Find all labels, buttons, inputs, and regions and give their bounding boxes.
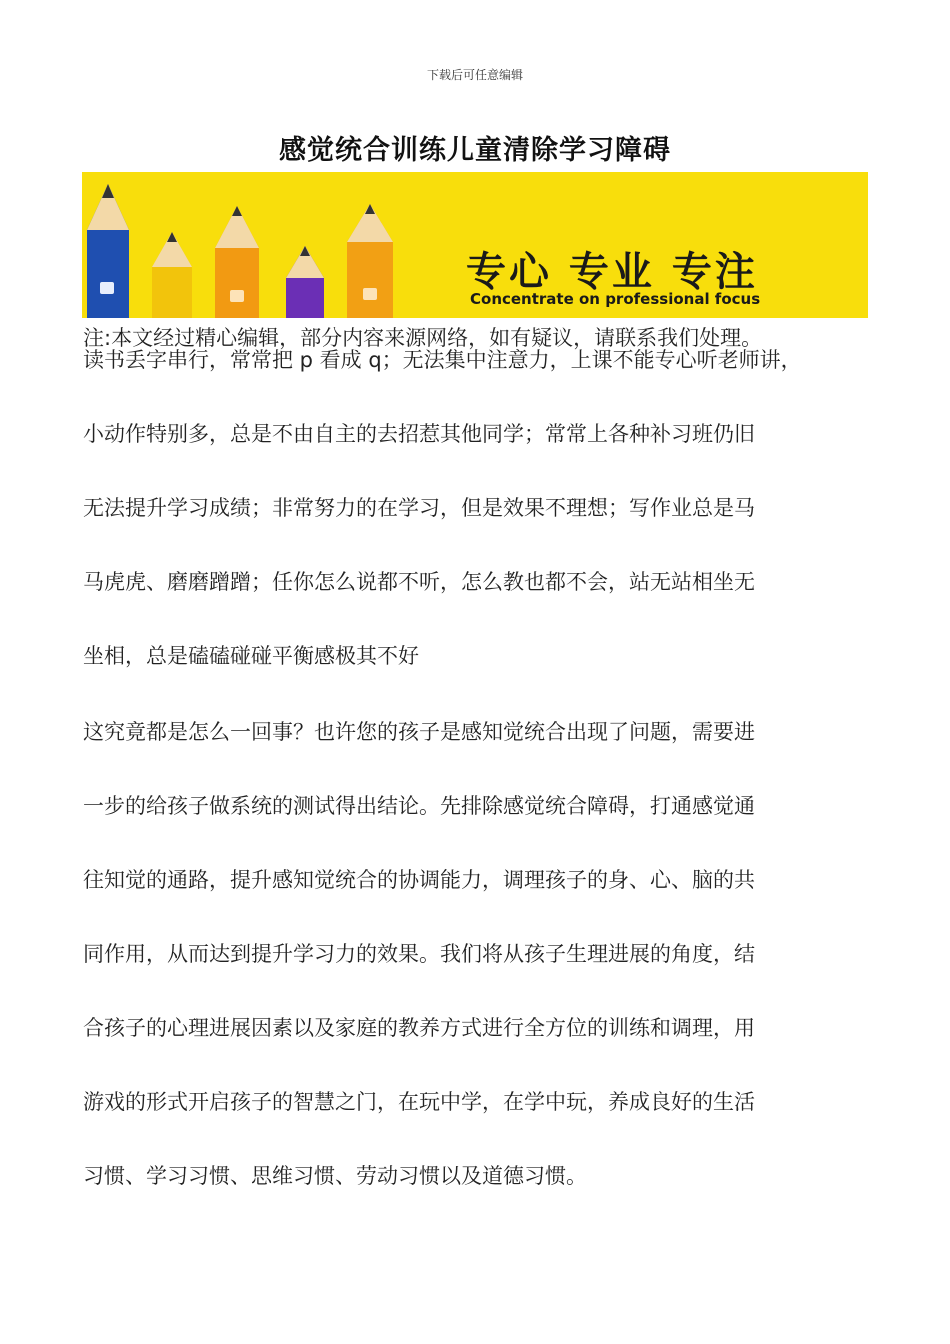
banner-slogan: 专心 专业 专注 — [466, 249, 758, 295]
paragraph-line: 一步的给孩子做系统的测试得出结论。先排除感觉统合障碍，打通感觉通 — [83, 794, 755, 818]
pencil-blue — [87, 184, 129, 318]
paragraph-line: 同作用，从而达到提升学习力的效果。我们将从孩子生理进展的角度，结 — [83, 942, 755, 966]
paragraph-line: 马虎虎、磨磨蹭蹭；任你怎么说都不听，怎么教也都不会，站无站相坐无 — [83, 570, 755, 594]
paragraph-explanation — [83, 718, 883, 1236]
header-note: 下载后可任意编辑 — [426, 68, 523, 82]
paragraph-line: 小动作特别多，总是不由自主的去招惹其他同学；常常上各种补习班仍旧 — [83, 422, 755, 446]
banner-image — [82, 172, 868, 318]
paragraph-line: 游戏的形式开启孩子的智慧之门，在玩中学，在学中玩，养成良好的生活 — [83, 1090, 755, 1114]
pencil-gold — [347, 204, 393, 318]
paragraph-line: 这究竟都是怎么一回事？也许您的孩子是感知觉统合出现了问题，需要进 — [83, 720, 755, 744]
paragraph-line: 往知觉的通路，提升感知觉统合的协调能力，调理孩子的身、心、脑的共 — [83, 868, 755, 892]
paragraph-line: 合孩子的心理进展因素以及家庭的教养方式进行全方位的训练和调理，用 — [83, 1016, 755, 1040]
pencil-yellow — [152, 232, 192, 318]
paragraph-line: 坐相，总是磕磕碰碰平衡感极其不好 — [83, 644, 419, 668]
editor-note: 注:本文经过精心编辑，部分内容来源网络，如有疑议，请联系我们处理。 — [83, 326, 763, 350]
paragraph-line: 习惯、学习习惯、思维习惯、劳动习惯以及道德习惯。 — [83, 1164, 587, 1188]
banner-slogan-en: Concentrate on professional focus — [470, 290, 761, 308]
paragraph-line: 读书丢字串行，常常把 p 看成 q；无法集中注意力，上课不能专心听老师讲， — [83, 348, 802, 372]
paragraph-symptoms — [83, 346, 883, 716]
page-title: 感觉统合训练儿童清除学习障碍 — [279, 135, 671, 166]
pencil-purple — [286, 246, 324, 318]
paragraph-line: 无法提升学习成绩；非常努力的在学习，但是效果不理想；写作业总是马 — [83, 496, 755, 520]
pencil-orange — [215, 206, 259, 318]
